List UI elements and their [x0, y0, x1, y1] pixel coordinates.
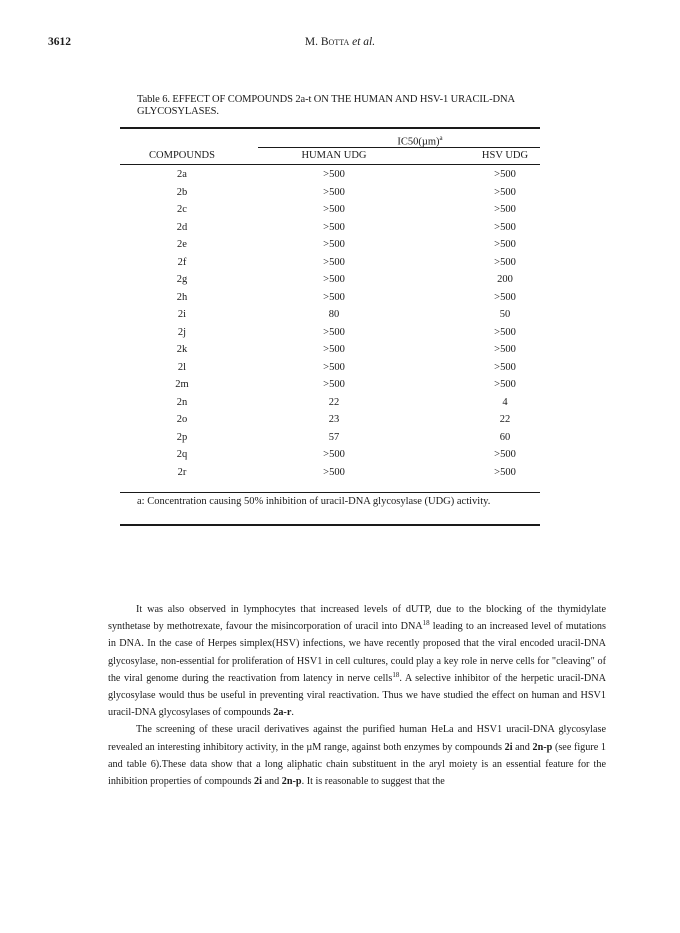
compound-cell: 2l — [177, 361, 187, 373]
table-bottom-rule — [120, 524, 540, 526]
human-udg-cell: >500 — [323, 186, 345, 198]
hsv-udg-cell: >500 — [494, 379, 516, 390]
compound-cell: 2r — [177, 466, 187, 478]
hsv-udg-cell: >500 — [494, 344, 516, 355]
human-udg-cell: >500 — [323, 239, 345, 250]
human-udg-cell: 22 — [328, 396, 340, 408]
table-row — [120, 236, 540, 254]
p2-text-a: The screening of these uracil derivatives against the purified human HeLa and HSV1 uracil-DNA glycosylase revealed an interesting inhibitory activity, in the µM range, against both enzymes by compounds — [108, 724, 606, 753]
compound-cell: 2p — [176, 431, 188, 443]
compound-ref: 2a-r — [273, 707, 292, 719]
compound-cell: 2a — [177, 169, 187, 180]
human-udg-cell: 57 — [328, 431, 340, 443]
hsv-udg-cell: >500 — [494, 466, 516, 478]
hsv-udg-cell: >500 — [494, 204, 516, 215]
compound-cell: 2m — [175, 379, 189, 390]
body-text — [108, 601, 606, 790]
p2-text-e: . It is reasonable to suggest that the — [301, 776, 445, 788]
table-row — [120, 376, 540, 394]
table-body — [120, 166, 540, 481]
page-number: 3612 — [48, 36, 71, 48]
table-body-bottom-rule — [120, 492, 540, 493]
p2-text-d: and — [261, 776, 282, 788]
compound-ref: 2n-p — [281, 776, 302, 788]
table-row — [120, 166, 540, 184]
table-row — [120, 306, 540, 324]
table-row — [120, 411, 540, 429]
table-row — [120, 429, 540, 447]
compound-cell: 2q — [176, 449, 188, 460]
human-udg-cell: >500 — [323, 274, 345, 285]
hsv-udg-cell: 22 — [499, 414, 511, 425]
human-udg-cell: 23 — [328, 414, 340, 425]
hsv-udg-cell: 4 — [502, 396, 508, 408]
human-udg-cell: >500 — [323, 169, 345, 180]
running-head-author: M. Botta — [304, 36, 350, 48]
compound-cell: 2e — [177, 239, 187, 250]
table-row — [120, 359, 540, 377]
compound-cell: 2h — [176, 291, 188, 303]
compound-cell: 2f — [177, 256, 187, 268]
col-header-human-udg: HUMAN UDG — [301, 150, 367, 161]
compound-cell: 2d — [176, 221, 188, 233]
compound-cell: 2g — [176, 274, 188, 285]
reference-18: 18 — [392, 670, 400, 679]
table-footnote: a: Concentration causing 50% inhibition of uracil-DNA glycosylase (UDG) activity. — [137, 496, 491, 507]
human-udg-cell: >500 — [323, 204, 345, 215]
p1-text-a: It was also observed in lymphocytes that increased levels of dUTP, due to the blocking of the thymidylate synthetase by methotrexate, favour the misincorporation of uracil into DNA — [108, 604, 606, 633]
hsv-udg-cell: >500 — [494, 326, 516, 338]
page-header — [48, 36, 632, 54]
hsv-udg-cell: >500 — [494, 449, 516, 460]
human-udg-cell: >500 — [323, 466, 345, 478]
human-udg-cell: >500 — [323, 326, 345, 338]
human-udg-cell: >500 — [323, 221, 345, 233]
hsv-udg-cell: 60 — [499, 431, 511, 443]
table-row — [120, 394, 540, 412]
compound-cell: 2c — [177, 204, 187, 215]
human-udg-cell: >500 — [323, 344, 345, 355]
table-row — [120, 289, 540, 307]
compound-cell: 2n — [176, 396, 188, 408]
p1-text-b: leading to an increased level of mutations in DNA. In the case of Herpes simplex(HSV) infections, we have recently proposed that the viral encoded uracil-DNA glycosylase, non-essential for proliferation of HSV1 in cell cultures, could play a key role in nerve cells for "cleaving" of the viral genome during the reactivation from latency in nerve cells — [108, 621, 606, 684]
table-row — [120, 201, 540, 219]
hsv-udg-cell: >500 — [494, 221, 516, 233]
ic50-group-header — [397, 134, 442, 148]
table-row — [120, 254, 540, 272]
hsv-udg-cell: >500 — [494, 186, 516, 198]
hsv-udg-cell: >500 — [494, 169, 516, 180]
table-row — [120, 324, 540, 342]
table-row — [120, 219, 540, 237]
table-row — [120, 341, 540, 359]
compound-ref: 2i — [254, 776, 262, 788]
running-head — [48, 36, 632, 48]
ic50-footnote-marker: a — [439, 134, 443, 142]
col-header-hsv-udg: HSV UDG — [481, 150, 529, 161]
hsv-udg-cell: >500 — [494, 256, 516, 268]
human-udg-cell: >500 — [323, 379, 345, 390]
hsv-udg-cell: >500 — [494, 361, 516, 373]
p2-text-b: and — [512, 741, 533, 753]
human-udg-cell: >500 — [323, 449, 345, 460]
hsv-udg-cell: 50 — [499, 309, 511, 320]
compound-cell: 2o — [176, 414, 188, 425]
group-rule — [258, 147, 540, 148]
human-udg-cell: >500 — [323, 256, 345, 268]
header-rule — [120, 164, 540, 165]
table-row — [120, 446, 540, 464]
hsv-udg-cell: >500 — [494, 239, 516, 250]
table-row — [120, 184, 540, 202]
compound-cell: 2b — [176, 186, 188, 198]
p1-text-d: . — [291, 707, 294, 719]
table-row — [120, 271, 540, 289]
hsv-udg-cell: 200 — [497, 274, 513, 285]
running-head-etal: et al. — [352, 36, 376, 48]
compound-cell: 2k — [176, 344, 188, 355]
table-row — [120, 464, 540, 482]
paragraph-1 — [108, 601, 606, 721]
hsv-udg-cell: >500 — [494, 291, 516, 303]
col-header-compounds: COMPOUNDS — [149, 150, 215, 161]
p1-text-c: . A selective inhibitor of the herpetic uracil-DNA glycosylase would thus be useful in preventing viral reactivation. Thus we have studied the effect on human and HSV1 uracil-DNA glycosylases of compounds — [108, 672, 606, 719]
compound-ref: 2i — [504, 741, 513, 753]
table-top-rule — [120, 127, 540, 129]
compound-cell: 2i — [177, 309, 187, 320]
p2-text-c: (see figure 1 and table 6).These data show that a long aliphatic chain substituent in the aryl moiety is an essential feature for the inhibition properties of compounds — [108, 741, 606, 788]
human-udg-cell: 80 — [328, 309, 340, 320]
table-caption: Table 6. EFFECT OF COMPOUNDS 2a-t ON THE HUMAN AND HSV-1 URACIL-DNA GLYCOSYLASES. — [137, 94, 515, 117]
paragraph-2 — [108, 721, 606, 790]
human-udg-cell: >500 — [323, 291, 345, 303]
human-udg-cell: >500 — [323, 361, 345, 373]
compound-ref: 2n-p — [532, 741, 553, 753]
reference-18: 18 — [422, 619, 430, 628]
compound-cell: 2j — [177, 326, 187, 338]
ic50-label: IC50(µm) — [397, 136, 440, 148]
